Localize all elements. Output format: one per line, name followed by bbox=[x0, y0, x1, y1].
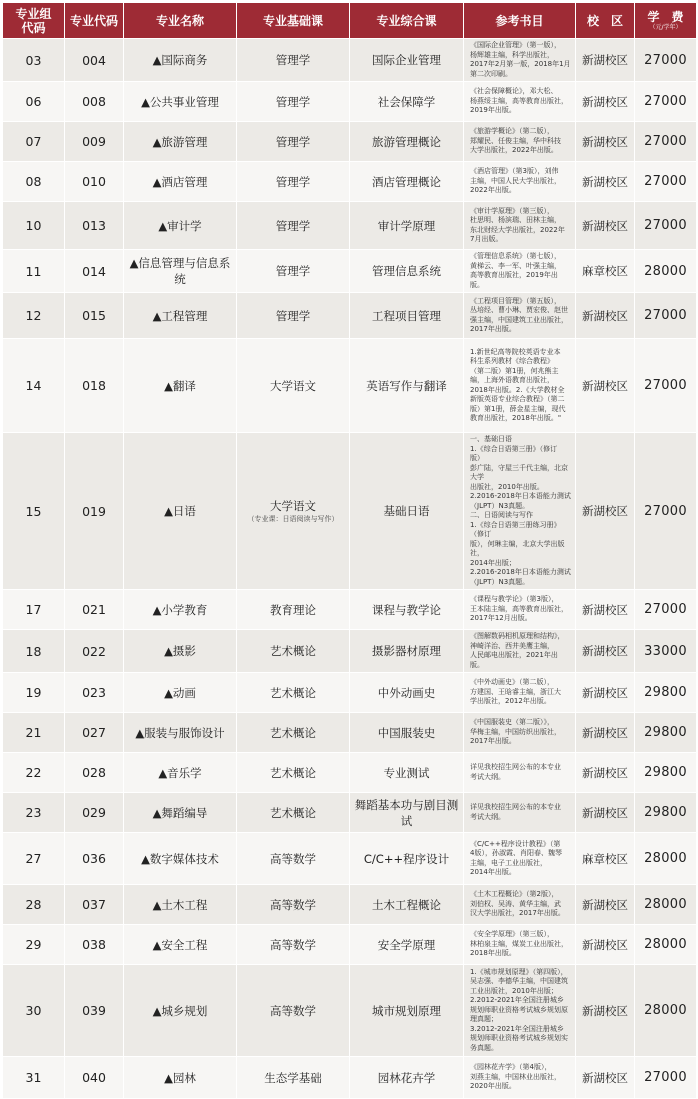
reference-books-cell: 《课程与教学论》（第3版）， 王本陆主编，高等教育出版社， 2017年12月出版。 bbox=[464, 590, 576, 630]
reference-books-cell: 《审计学原理》（第三版）， 杜思明、杨滨瑞、田林主编， 东北财经大学出版社，2022年 7月出版。 bbox=[464, 202, 576, 250]
basic-course-cell bbox=[237, 1057, 350, 1099]
major-name-cell: ▲摄影 bbox=[124, 630, 237, 673]
campus-cell: 新湖校区 bbox=[576, 202, 635, 250]
major-code-cell: 009 bbox=[65, 122, 124, 162]
header-fee bbox=[635, 3, 697, 39]
group-code-cell: 07 bbox=[3, 122, 65, 162]
basic-course-cell bbox=[237, 122, 350, 162]
campus-cell: 新湖校区 bbox=[576, 433, 635, 590]
comprehensive-course-cell: 社会保障学 bbox=[350, 82, 464, 122]
header-references: 参考书目 bbox=[464, 3, 576, 39]
campus-cell: 麻章校区 bbox=[576, 833, 635, 885]
group-code-cell: 10 bbox=[3, 202, 65, 250]
group-code-cell: 17 bbox=[3, 590, 65, 630]
basic-course-cell bbox=[237, 925, 350, 965]
campus-cell: 新湖校区 bbox=[576, 753, 635, 793]
major-name-cell: ▲审计学 bbox=[124, 202, 237, 250]
comprehensive-course-cell: 安全学原理 bbox=[350, 925, 464, 965]
fee-cell: 27000 bbox=[635, 1057, 697, 1099]
fee-cell: 28000 bbox=[635, 250, 697, 293]
comprehensive-course-cell: 基础日语 bbox=[350, 433, 464, 590]
basic-course-label: 生态学基础 bbox=[264, 1070, 322, 1085]
comprehensive-course-cell: 土木工程概论 bbox=[350, 885, 464, 925]
major-name-cell: ▲旅游管理 bbox=[124, 122, 237, 162]
group-code-cell: 31 bbox=[3, 1057, 65, 1099]
major-code-cell: 037 bbox=[65, 885, 124, 925]
fee-cell: 28000 bbox=[635, 885, 697, 925]
table-row bbox=[3, 1057, 697, 1099]
header-major-code: 专业代码 bbox=[65, 3, 124, 39]
basic-course-cell bbox=[237, 39, 350, 82]
major-name-cell: ▲数字媒体技术 bbox=[124, 833, 237, 885]
fee-cell: 29800 bbox=[635, 673, 697, 713]
basic-course-label: 管理学 bbox=[275, 94, 311, 109]
reference-books-cell: 《图解数码相机原理和结构》， 神崎洋治、西井美鹰主编， 人民邮电出版社，2021年出版。 bbox=[464, 630, 576, 673]
table-row bbox=[3, 965, 697, 1057]
comprehensive-course-cell: 英语写作与翻译 bbox=[350, 339, 464, 433]
major-name-cell: ▲动画 bbox=[124, 673, 237, 713]
basic-course-label: 管理学 bbox=[275, 218, 311, 233]
major-code-cell: 013 bbox=[65, 202, 124, 250]
basic-course-label: 艺术概论 bbox=[270, 725, 316, 740]
group-code-cell: 22 bbox=[3, 753, 65, 793]
major-code-cell: 036 bbox=[65, 833, 124, 885]
reference-books-cell: 《C/C++程序设计教程》（第 4版），孙淑霞、肖阳春、魏琴 主编，电子工业出版社， 2014年出版。 bbox=[464, 833, 576, 885]
fee-cell: 27000 bbox=[635, 339, 697, 433]
fee-cell: 28000 bbox=[635, 965, 697, 1057]
basic-course-cell bbox=[237, 630, 350, 673]
campus-cell: 新湖校区 bbox=[576, 965, 635, 1057]
comprehensive-course-cell: 中外动画史 bbox=[350, 673, 464, 713]
major-code-cell: 008 bbox=[65, 82, 124, 122]
reference-books-cell: 《社会保障概论》，邓大松、 杨燕绥主编，高等教育出版社， 2019年出版。 bbox=[464, 82, 576, 122]
reference-books-cell: 详见我校招生网公布的本专业 考试大纲。 bbox=[464, 753, 576, 793]
header-row bbox=[3, 3, 697, 39]
campus-cell: 新湖校区 bbox=[576, 590, 635, 630]
major-name-cell: ▲服装与服饰设计 bbox=[124, 713, 237, 753]
basic-course-cell bbox=[237, 793, 350, 833]
basic-course-label: 艺术概论 bbox=[270, 685, 316, 700]
group-code-cell: 29 bbox=[3, 925, 65, 965]
major-code-cell: 038 bbox=[65, 925, 124, 965]
table-row bbox=[3, 885, 697, 925]
fee-cell: 27000 bbox=[635, 433, 697, 590]
comprehensive-course-cell: 城市规划原理 bbox=[350, 965, 464, 1057]
reference-books-cell: 1.新世纪高等院校英语专业本 科生系列教材《综合教程》 （第二版）第1册，何兆熊主 编，上海外语教育出版社， 2018年出版。2.《大学教材全 新版英语专业综合教程》（第二 版）第1册，薛金星主编，现代 教育出版社，2018年出版。" bbox=[464, 339, 576, 433]
basic-course-cell bbox=[237, 82, 350, 122]
group-code-cell: 30 bbox=[3, 965, 65, 1057]
major-name-cell: ▲舞蹈编导 bbox=[124, 793, 237, 833]
basic-course-cell bbox=[237, 833, 350, 885]
fee-cell: 27000 bbox=[635, 82, 697, 122]
major-code-cell: 015 bbox=[65, 293, 124, 339]
reference-books-cell: 《管理信息系统》（第七版）， 黄梯云、李一军、叶强主编， 高等教育出版社，2019年出版。 bbox=[464, 250, 576, 293]
basic-course-cell bbox=[237, 293, 350, 339]
major-name-cell: ▲城乡规划 bbox=[124, 965, 237, 1057]
campus-cell: 新湖校区 bbox=[576, 1057, 635, 1099]
basic-course-label: 管理学 bbox=[275, 308, 311, 323]
comprehensive-course-cell: 旅游管理概论 bbox=[350, 122, 464, 162]
major-code-cell: 014 bbox=[65, 250, 124, 293]
campus-cell: 新湖校区 bbox=[576, 339, 635, 433]
group-code-cell: 28 bbox=[3, 885, 65, 925]
table-row bbox=[3, 713, 697, 753]
fee-cell: 28000 bbox=[635, 925, 697, 965]
reference-books-cell: 《土木工程概论》（第2版）， 刘伯权、吴涛、黄华主编，武 汉大学出版社，2017年出版。 bbox=[464, 885, 576, 925]
campus-cell: 新湖校区 bbox=[576, 630, 635, 673]
reference-books-cell: 《国际企业管理》（第一版）， 杨辉雄主编，科学出版社， 2017年2月第一版，2018年1月 第二次印刷。 bbox=[464, 39, 576, 82]
header-group-code: 专业组 代码 bbox=[3, 3, 65, 39]
basic-course-cell bbox=[237, 885, 350, 925]
basic-course-cell bbox=[237, 673, 350, 713]
header-fee-label: 学 费 bbox=[647, 9, 684, 24]
table-row bbox=[3, 82, 697, 122]
header-fee-unit: （元/学年） bbox=[649, 23, 682, 31]
table-row bbox=[3, 293, 697, 339]
basic-course-cell bbox=[237, 433, 350, 590]
basic-course-label: 高等数学 bbox=[270, 937, 316, 952]
fee-cell: 27000 bbox=[635, 202, 697, 250]
basic-course-cell bbox=[237, 753, 350, 793]
reference-books-cell: 《酒店管理》（第3版），刘伟 主编，中国人民大学出版社， 2022年出版。 bbox=[464, 162, 576, 202]
major-code-cell: 021 bbox=[65, 590, 124, 630]
comprehensive-course-cell: 课程与教学论 bbox=[350, 590, 464, 630]
major-name-cell: ▲公共事业管理 bbox=[124, 82, 237, 122]
table-row bbox=[3, 250, 697, 293]
major-code-cell: 018 bbox=[65, 339, 124, 433]
basic-course-label: 高等数学 bbox=[270, 897, 316, 912]
table-row bbox=[3, 753, 697, 793]
basic-course-label: 艺术概论 bbox=[270, 765, 316, 780]
campus-cell: 新湖校区 bbox=[576, 673, 635, 713]
group-code-cell: 08 bbox=[3, 162, 65, 202]
comprehensive-course-cell: 审计学原理 bbox=[350, 202, 464, 250]
comprehensive-course-cell: C/C++程序设计 bbox=[350, 833, 464, 885]
campus-cell: 新湖校区 bbox=[576, 925, 635, 965]
fee-cell: 27000 bbox=[635, 122, 697, 162]
table-row bbox=[3, 833, 697, 885]
comprehensive-course-cell: 园林花卉学 bbox=[350, 1057, 464, 1099]
major-code-cell: 023 bbox=[65, 673, 124, 713]
group-code-cell: 18 bbox=[3, 630, 65, 673]
campus-cell: 新湖校区 bbox=[576, 885, 635, 925]
group-code-cell: 12 bbox=[3, 293, 65, 339]
comprehensive-course-cell: 摄影器材原理 bbox=[350, 630, 464, 673]
major-code-cell: 022 bbox=[65, 630, 124, 673]
basic-course-label: 艺术概论 bbox=[270, 644, 316, 658]
basic-course-label: 大学语文 bbox=[270, 378, 316, 393]
major-code-cell: 029 bbox=[65, 793, 124, 833]
basic-course-cell bbox=[237, 590, 350, 630]
group-code-cell: 15 bbox=[3, 433, 65, 590]
major-code-cell: 019 bbox=[65, 433, 124, 590]
table-row bbox=[3, 673, 697, 713]
program-table bbox=[2, 2, 697, 1099]
comprehensive-course-cell: 专业测试 bbox=[350, 753, 464, 793]
basic-course-cell bbox=[237, 162, 350, 202]
group-code-cell: 14 bbox=[3, 339, 65, 433]
fee-cell: 27000 bbox=[635, 39, 697, 82]
reference-books-cell: 《中国服装史（第二版）》， 华梅主编，中国纺织出版社， 2017年出版。 bbox=[464, 713, 576, 753]
basic-course-label: 艺术概论 bbox=[270, 805, 316, 820]
group-code-cell: 03 bbox=[3, 39, 65, 82]
major-code-cell: 004 bbox=[65, 39, 124, 82]
major-code-cell: 010 bbox=[65, 162, 124, 202]
reference-books-cell: 《旅游学概论》（第二版）， 郑耀民、任俊主编，华中科技 大学出版社，2022年出版。 bbox=[464, 122, 576, 162]
fee-cell: 29800 bbox=[635, 753, 697, 793]
comprehensive-course-cell: 工程项目管理 bbox=[350, 293, 464, 339]
basic-course-label: 管理学 bbox=[275, 53, 311, 67]
major-name-cell: ▲国际商务 bbox=[124, 39, 237, 82]
campus-cell: 麻章校区 bbox=[576, 250, 635, 293]
reference-books-cell: 《安全学原理》（第三版）， 林柏泉主编，煤炭工业出版社， 2018年出版。 bbox=[464, 925, 576, 965]
basic-course-label: 高等数学 bbox=[270, 1003, 316, 1018]
table-row bbox=[3, 339, 697, 433]
campus-cell: 新湖校区 bbox=[576, 82, 635, 122]
table-row bbox=[3, 122, 697, 162]
comprehensive-course-cell: 酒店管理概论 bbox=[350, 162, 464, 202]
reference-books-cell: 《中外动画史》（第二版）， 方建国、王晗睿主编，浙江大 学出版社，2012年出版。 bbox=[464, 673, 576, 713]
header-comprehensive-course: 专业综合课 bbox=[350, 3, 464, 39]
basic-course-cell bbox=[237, 713, 350, 753]
reference-books-cell: 《园林花卉学》（第4版）， 刘燕主编，中国林业出版社， 2020年出版。 bbox=[464, 1057, 576, 1099]
basic-course-cell bbox=[237, 965, 350, 1057]
table-row bbox=[3, 925, 697, 965]
basic-course-cell bbox=[237, 250, 350, 293]
group-code-cell: 19 bbox=[3, 673, 65, 713]
group-code-cell: 21 bbox=[3, 713, 65, 753]
fee-cell: 33000 bbox=[635, 630, 697, 673]
major-code-cell: 027 bbox=[65, 713, 124, 753]
campus-cell: 新湖校区 bbox=[576, 39, 635, 82]
group-code-cell: 06 bbox=[3, 82, 65, 122]
reference-books-cell: 一、基础日语 1.《综合日语第三册》（修订版） 彭广陆，守屋三千代主编，北京大学 出版社，2010年出版。 2.2016-2018年日本语能力测试 （JLPT）N3真题。 二、日语阅读与写作 1.《综合日语第三册练习册》（修订 版），何琳主编，北京大学出版社， 2014年出版； 2.2016-2018年日本语能力测试 （JLPT）N3真题。 bbox=[464, 433, 576, 590]
major-name-cell: ▲翻译 bbox=[124, 339, 237, 433]
header-basic-course: 专业基础课 bbox=[237, 3, 350, 39]
major-name-cell: ▲日语 bbox=[124, 433, 237, 590]
basic-course-label: 高等数学 bbox=[270, 851, 316, 866]
reference-books-cell: 1.《城市规划原理》（第四版）， 吴志强、李德华主编，中国建筑 工业出版社，2010年出版； 2.2012-2021年全国注册城乡 规划师职业资格考试城乡规划原 理真题； 3.2012-2021年全国注册城乡 规划师职业资格考试城乡规划实 务真题。 bbox=[464, 965, 576, 1057]
table-row bbox=[3, 590, 697, 630]
major-code-cell: 040 bbox=[65, 1057, 124, 1099]
group-code-cell: 11 bbox=[3, 250, 65, 293]
reference-books-cell: 详见我校招生网公布的本专业 考试大纲。 bbox=[464, 793, 576, 833]
fee-cell: 29800 bbox=[635, 713, 697, 753]
fee-cell: 27000 bbox=[635, 162, 697, 202]
fee-cell: 27000 bbox=[635, 293, 697, 339]
table-row bbox=[3, 202, 697, 250]
basic-course-cell bbox=[237, 202, 350, 250]
basic-course-label: 管理学 bbox=[275, 134, 311, 149]
major-name-cell: ▲信息管理与信息系统 bbox=[124, 250, 237, 293]
campus-cell: 新湖校区 bbox=[576, 793, 635, 833]
major-name-cell: ▲安全工程 bbox=[124, 925, 237, 965]
comprehensive-course-cell: 中国服装史 bbox=[350, 713, 464, 753]
comprehensive-course-cell: 国际企业管理 bbox=[350, 39, 464, 82]
major-name-cell: ▲酒店管理 bbox=[124, 162, 237, 202]
basic-course-label: 管理学 bbox=[275, 264, 311, 278]
major-name-cell: ▲小学教育 bbox=[124, 590, 237, 630]
group-code-cell: 23 bbox=[3, 793, 65, 833]
comprehensive-course-cell: 舞蹈基本功与剧目测试 bbox=[350, 793, 464, 833]
major-name-cell: ▲园林 bbox=[124, 1057, 237, 1099]
fee-cell: 27000 bbox=[635, 590, 697, 630]
fee-cell: 28000 bbox=[635, 833, 697, 885]
basic-course-label: 管理学 bbox=[275, 174, 311, 189]
campus-cell: 新湖校区 bbox=[576, 713, 635, 753]
header-major-name: 专业名称 bbox=[124, 3, 237, 39]
basic-course-label: 教育理论 bbox=[270, 602, 316, 617]
campus-cell: 新湖校区 bbox=[576, 122, 635, 162]
header-campus: 校 区 bbox=[576, 3, 635, 39]
table-row bbox=[3, 162, 697, 202]
table-row bbox=[3, 630, 697, 673]
fee-cell: 29800 bbox=[635, 793, 697, 833]
major-code-cell: 039 bbox=[65, 965, 124, 1057]
reference-books-cell: 《工程项目管理》（第五版）， 丛培经、曹小琳、贾宏俊、赵世 强主编，中国建筑工业出版社， 2017年出版。 bbox=[464, 293, 576, 339]
campus-cell: 新湖校区 bbox=[576, 162, 635, 202]
group-code-cell: 27 bbox=[3, 833, 65, 885]
campus-cell: 新湖校区 bbox=[576, 293, 635, 339]
table-row bbox=[3, 39, 697, 82]
table-row bbox=[3, 433, 697, 590]
basic-course-label: 大学语文 bbox=[270, 499, 316, 513]
major-name-cell: ▲音乐学 bbox=[124, 753, 237, 793]
basic-course-note: （专业课：日语阅读与写作） bbox=[247, 515, 339, 523]
major-name-cell: ▲土木工程 bbox=[124, 885, 237, 925]
major-name-cell: ▲工程管理 bbox=[124, 293, 237, 339]
major-code-cell: 028 bbox=[65, 753, 124, 793]
basic-course-cell bbox=[237, 339, 350, 433]
comprehensive-course-cell: 管理信息系统 bbox=[350, 250, 464, 293]
table-row bbox=[3, 793, 697, 833]
